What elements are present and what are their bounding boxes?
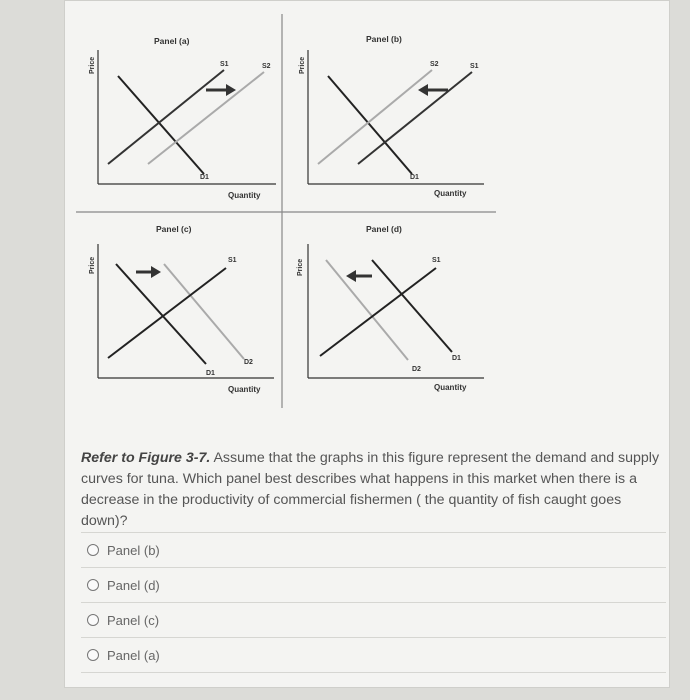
panel-d-d2-label: D2 [412,366,421,373]
panel-d-quantity-label: Quantity [434,383,467,392]
panel-c-demand-1 [116,264,206,364]
panel-c-d2-label: D2 [244,359,253,366]
question-body: Assume that the graphs in this figure represent the demand and supply curves for tuna. Which panel best describes what happens in this market when there is a decrease in the productivity of commercial fishermen ( the quantity of fish caught goes down)? [81,450,660,529]
option-panel-a[interactable] [81,637,666,673]
option-label: Panel (a) [107,647,160,663]
option-panel-b[interactable] [81,532,666,567]
panel-c-s1-label: S1 [228,257,237,264]
panel-a-s2-label: S2 [262,63,271,70]
option-panel-c[interactable] [81,602,666,637]
panel-a-price-label: Price [89,56,96,74]
panel-d-price-label: Price [297,258,304,276]
panel-c [89,224,274,394]
panel-c-quantity-label: Quantity [228,385,261,394]
figure-3-7 [76,14,496,408]
option-label: Panel (b) [107,542,160,558]
panel-a-s1-label: S1 [220,61,229,68]
panel-a [89,36,276,200]
panel-c-demand-2 [164,264,244,359]
radio-button[interactable] [87,579,99,591]
panel-b-price-label: Price [299,56,306,74]
panel-c-d1-label: D1 [206,370,215,377]
panel-c-price-label: Price [89,256,96,274]
panel-b-quantity-label: Quantity [434,189,467,198]
radio-button[interactable] [87,649,99,661]
panel-d-demand-1 [372,260,452,352]
radio-button[interactable] [87,614,99,626]
panel-b-s1-label: S1 [470,63,479,70]
panel-d-shift-arrow [346,270,356,282]
panel-d-s1-label: S1 [432,257,441,264]
panel-c-supply-1 [108,268,226,358]
panel-b [299,34,484,198]
panel-b-shift-arrow [418,84,428,96]
option-label: Panel (c) [107,612,160,628]
radio-button[interactable] [87,544,99,556]
answer-options [81,532,666,673]
panel-a-title: Panel (a) [154,36,190,46]
panel-a-d1-label: D1 [200,174,209,181]
panel-d-supply-1 [320,268,436,356]
panel-c-title: Panel (c) [156,224,192,234]
panel-a-quantity-label: Quantity [228,191,261,200]
option-panel-d[interactable] [81,567,666,602]
panel-b-demand-curve [328,76,412,174]
question-text [81,448,666,532]
panel-b-title: Panel (b) [366,34,402,44]
option-label: Panel (d) [107,577,160,593]
panel-d [297,224,484,392]
panel-b-d1-label: D1 [410,174,419,181]
panel-d-d1-label: D1 [452,355,461,362]
panel-b-s2-label: S2 [430,61,439,68]
panel-d-title: Panel (d) [366,224,402,234]
question-ref: Refer to Figure 3-7. [81,450,211,466]
panel-a-demand-curve [118,76,204,174]
panel-c-shift-arrow [151,266,161,278]
